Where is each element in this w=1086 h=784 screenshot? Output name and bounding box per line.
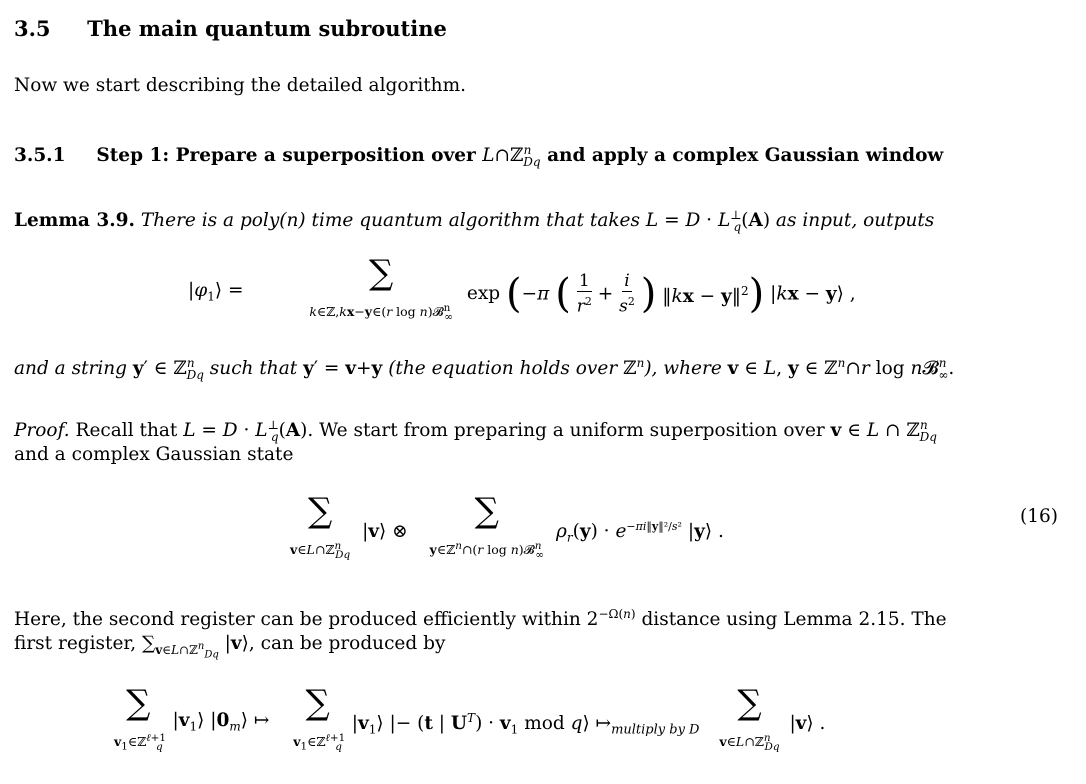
multiply-label: multiply by D xyxy=(611,722,700,738)
equation-phi1: $|\varphi_1⟩$ = ∑ k∈ℤ,kx−y∈(r log n)𝓑$^n_\infty$ exp (−π ( $\frac{1}{r^2}$ + $\frac{i}{s^2}$ ) ‖kx − y‖$^2$) |kx − y⟩ , xyxy=(188,256,856,332)
subsection-number: 3.5.1 xyxy=(14,145,66,167)
equation-map: ∑ $v_1\in ℤ^{\ell+1}_q$ $|v_1⟩$ $|0_m⟩$ ↦ ∑ $v_1\in ℤ^{\ell+1}_q$ $|v_1⟩$ |− (t | $U^T) \cdot v_1$ mod q⟩ $↦_{multiply by D}$ ∑ v∈L∩ℤ$^n_{Dq}$ |v⟩ . xyxy=(114,683,826,753)
lemma-label: Lemma 3.9. xyxy=(14,210,135,232)
proof-paragraph: Proof. Recall that $L = D \cdot L^\perp_q(A)$. We start from preparing a uniform superposition over v ∈ L ∩ ℤ$^n_{Dq}$ xyxy=(14,418,937,444)
equation-16: ∑ v∈L∩ℤ$^n_{Dq}$ |v⟩ ⊗ ∑ y∈ℤ$^n$∩(r log n)𝓑$^n_\infty$ $\rho_r(y) \cdot e^{-\pi i‖y‖^2/s^2}$ |y⟩ . xyxy=(290,491,724,561)
subsection-heading xyxy=(14,143,943,169)
subsection-title-a: Step 1: Prepare a superposition over xyxy=(96,145,476,167)
intro-paragraph: Now we start describing the detailed algorithm. xyxy=(14,75,467,96)
equation-number: (16) xyxy=(1020,506,1058,527)
section-heading xyxy=(14,16,447,41)
section-title: The main quantum subroutine xyxy=(87,16,447,41)
lemma-math-l: $L = D \cdot L^\perp_q(A)$ xyxy=(645,208,771,234)
subsection-title-b: and apply a complex Gaussian window xyxy=(547,145,944,167)
section-number: 3.5 xyxy=(14,16,51,41)
paragraph-2-line1: Here, the second register can be produced efficiently within $2^{-\Omega(n)}$ distance using Lemma 2.15. The xyxy=(14,607,947,631)
lemma-continuation: and a string y′ ∈ ℤ$^n_{Dq}$ such that y′ = v+y (the equation holds over ℤ$^n$), where v ∈ L, y ∈ ℤ$^n$∩r log n𝓑$^n_\infty$. xyxy=(14,356,955,382)
lemma-text-b: as input, outputs xyxy=(775,210,935,232)
paragraph-2-line2: first register, $\sum_{v\in L\cap ℤ^n_{Dq}}$ |v⟩, can be produced by xyxy=(14,633,446,661)
lemma-text-a: There is a poly(n) time quantum algorithm that takes xyxy=(140,210,640,232)
proof-label: Proof. xyxy=(14,420,70,442)
lemma-statement xyxy=(14,201,934,242)
subsection-math: L∩ℤ$^n_{Dq}$ xyxy=(482,143,541,169)
proof-paragraph-line2: and a complex Gaussian state xyxy=(14,444,294,465)
sum-symbol: ∑ k∈ℤ,kx−y∈(r log n)𝓑$^n_\infty$ xyxy=(309,253,454,323)
